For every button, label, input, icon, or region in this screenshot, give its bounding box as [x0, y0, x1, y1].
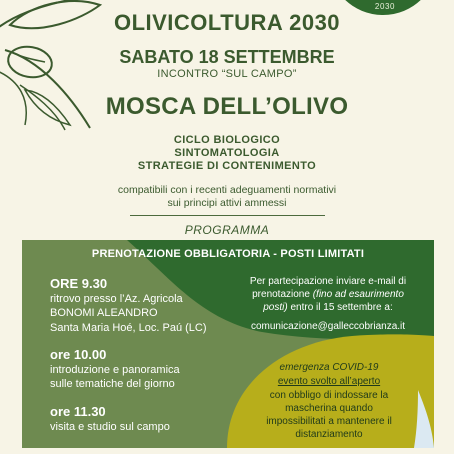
slot-line: Santa Maria Hoé, Loc. Paú (LC): [50, 322, 207, 334]
slot-line: introduzione e panoramica: [50, 364, 180, 376]
booking-info-italic: posti): [263, 302, 288, 313]
booking-email-link[interactable]: comunicazione@galleccobrianza.it: [250, 321, 406, 332]
note-line: compatibili con i recenti adeguamenti normativi: [117, 184, 337, 196]
slot-line: ritrovo presso l’Az. Agricola: [50, 293, 183, 305]
covid-line: impossibilitati a mantenere il: [266, 416, 392, 427]
covid-subtitle: evento svolto all’aperto: [277, 376, 381, 387]
booking-info-line: [228, 302, 428, 313]
booking-info-text: prenotazione: [252, 289, 313, 300]
time-label: ore 11.30: [50, 404, 106, 419]
slot-line: sulle tematiche del giorno: [50, 378, 175, 390]
program-panel: [22, 240, 434, 448]
topic-item: STRATEGIE DI CONTENIMENTO: [137, 160, 317, 172]
booking-info-line: [228, 289, 428, 300]
covid-line: con obbligo di indossare la: [269, 390, 389, 401]
covid-line: mascherina quando: [285, 403, 373, 414]
covid-line: distanziamento: [295, 429, 363, 440]
event-date: SABATO 18 SETTEMBRE: [119, 47, 335, 67]
badge-year: 2030: [374, 2, 396, 11]
topic-item: CICLO BIOLOGICO: [173, 134, 281, 146]
booking-info-text: entro il 15 settembre a:: [287, 302, 393, 313]
event-headline: MOSCA DELL’OLIVO: [105, 93, 349, 120]
divider: [130, 215, 325, 216]
time-label: ore 10.00: [50, 347, 107, 362]
programma-label: PROGRAMMA: [184, 223, 270, 237]
event-subtitle: INCONTRO “SUL CAMPO”: [157, 68, 297, 80]
booking-info-italic: (fino ad esaurimento: [312, 289, 404, 300]
slot-line: visita e studio sul campo: [50, 421, 170, 433]
booking-required-heading: PRENOTAZIONE OBBLIGATORIA - POSTI LIMITATI: [91, 248, 365, 260]
booking-info-line: Per partecipazione inviare e-mail di: [249, 276, 407, 287]
note-line: sui principi attivi ammessi: [167, 197, 287, 209]
event-title: OLIVICOLTURA 2030: [113, 10, 341, 35]
time-label: ORE 9.30: [50, 276, 108, 291]
slot-line: BONOMI ALEANDRO: [50, 307, 158, 319]
topic-item: SINTOMATOLOGIA: [174, 147, 280, 159]
covid-title: emergenza COVID-19: [279, 362, 379, 373]
